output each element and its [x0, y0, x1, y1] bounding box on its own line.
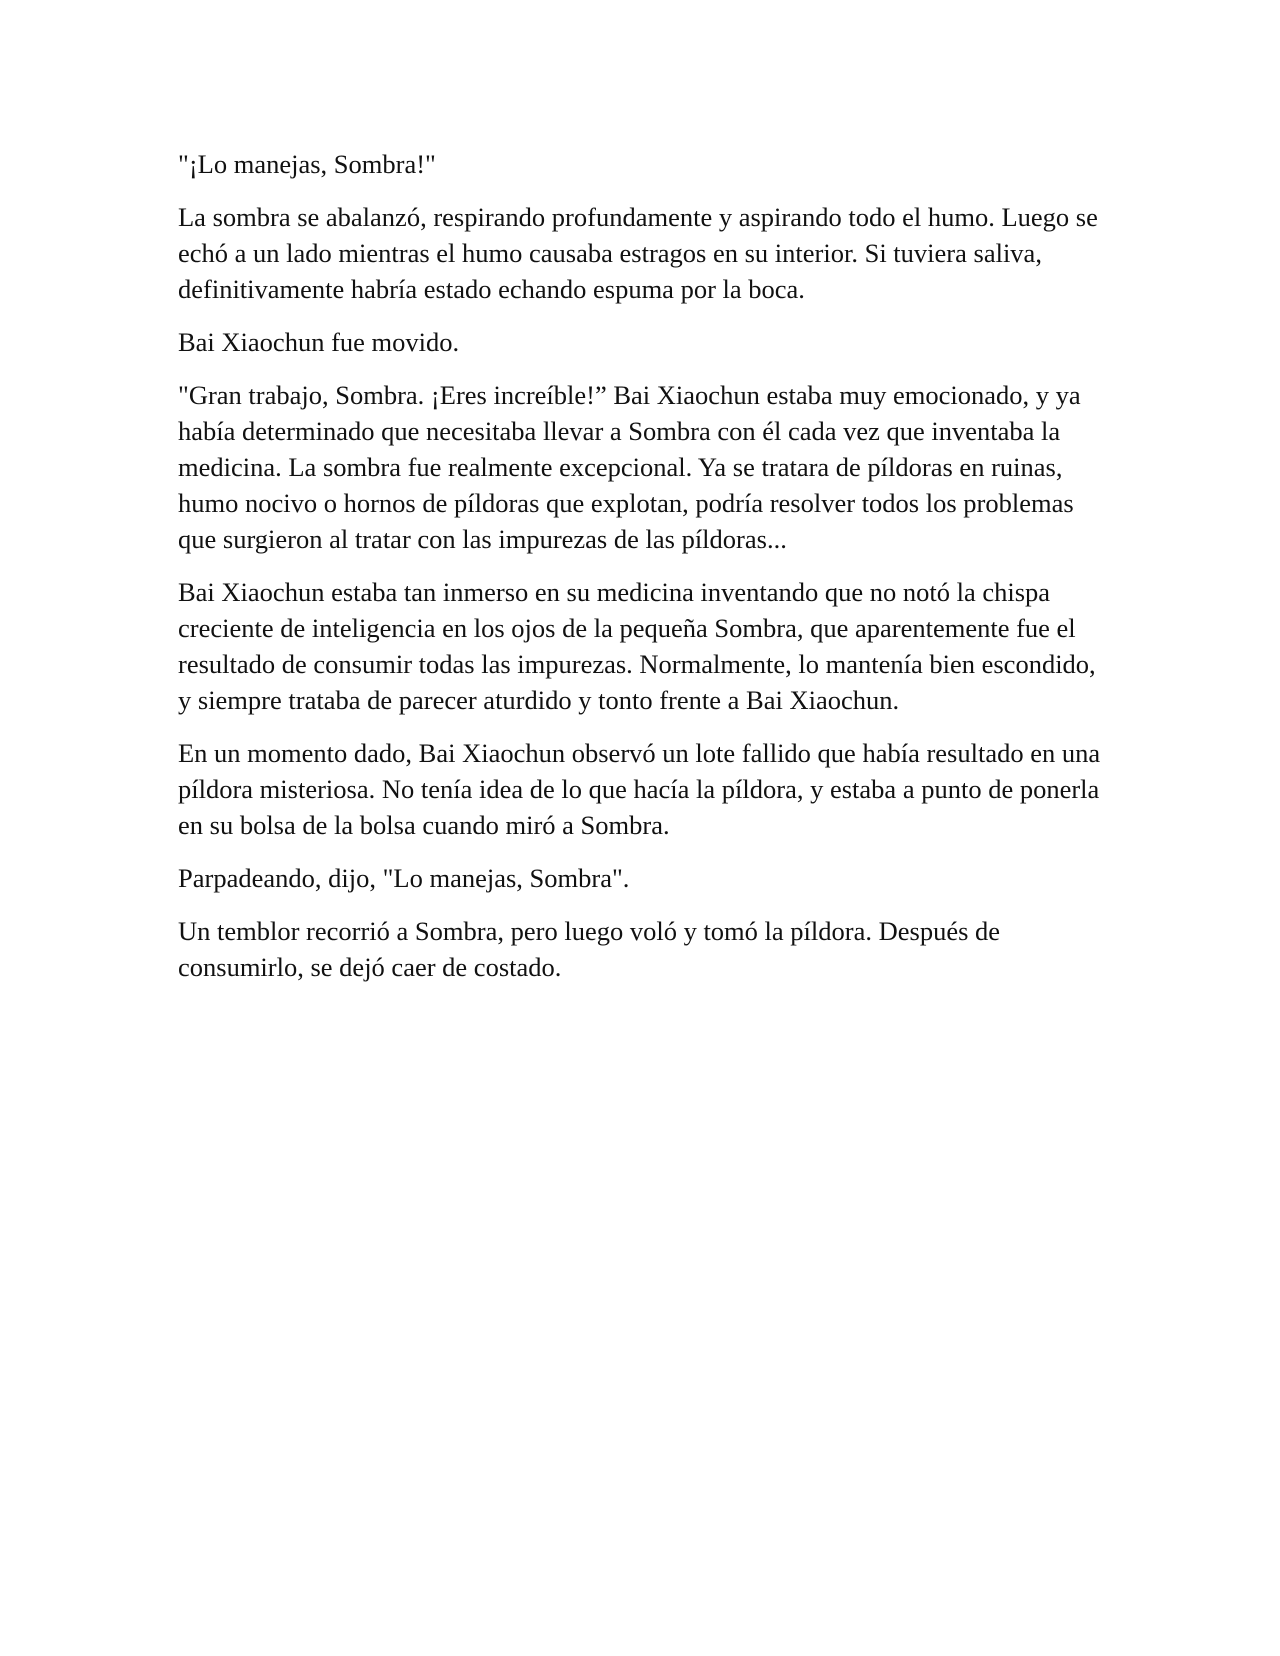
paragraph-6: En un momento dado, Bai Xiaochun observó un lote fallido que había resultado en una píldora misteriosa. No tenía idea de lo que hacía la píldora, y estaba a punto de ponerla en su bolsa de la bolsa cuando miró a Sombra.	[178, 738, 1101, 840]
paragraph-1: "¡Lo manejas, Sombra!"	[178, 149, 436, 179]
paragraph-3: Bai Xiaochun fue movido.	[178, 327, 460, 357]
paragraph-2: La sombra se abalanzó, respirando profundamente y aspirando todo el humo. Luego se echó a un lado mientras el humo causaba estragos en su interior. Si tuviera saliva, definitivamente habría estado echando espuma por la boca.	[178, 202, 1098, 304]
paragraph-8: Un temblor recorrió a Sombra, pero luego voló y tomó la píldora. Después de consumirlo, se dejó caer de costado.	[178, 916, 1001, 982]
paragraph-5: Bai Xiaochun estaba tan inmerso en su medicina inventando que no notó la chispa creciente de inteligencia en los ojos de la pequeña Sombra, que aparentemente fue el resultado de consumir todas las impurezas. Normalmente, lo mantenía bien escondido, y siempre trataba de parecer aturdido y tonto frente a Bai Xiaochun.	[178, 577, 1096, 715]
paragraph-7: Parpadeando, dijo, "Lo manejas, Sombra".	[178, 863, 630, 893]
paragraph-4: "Gran trabajo, Sombra. ¡Eres increíble!” Bai Xiaochun estaba muy emocionado, y ya había determinado que necesitaba llevar a Sombra con él cada vez que inventaba la medicina. La sombra fue realmente excepcional. Ya se tratara de píldoras en ruinas, humo nocivo o hornos de píldoras que explotan, podría resolver todos los problemas que surgieron al tratar con las impurezas de las píldoras...	[178, 380, 1081, 554]
document-body	[178, 146, 1108, 1002]
